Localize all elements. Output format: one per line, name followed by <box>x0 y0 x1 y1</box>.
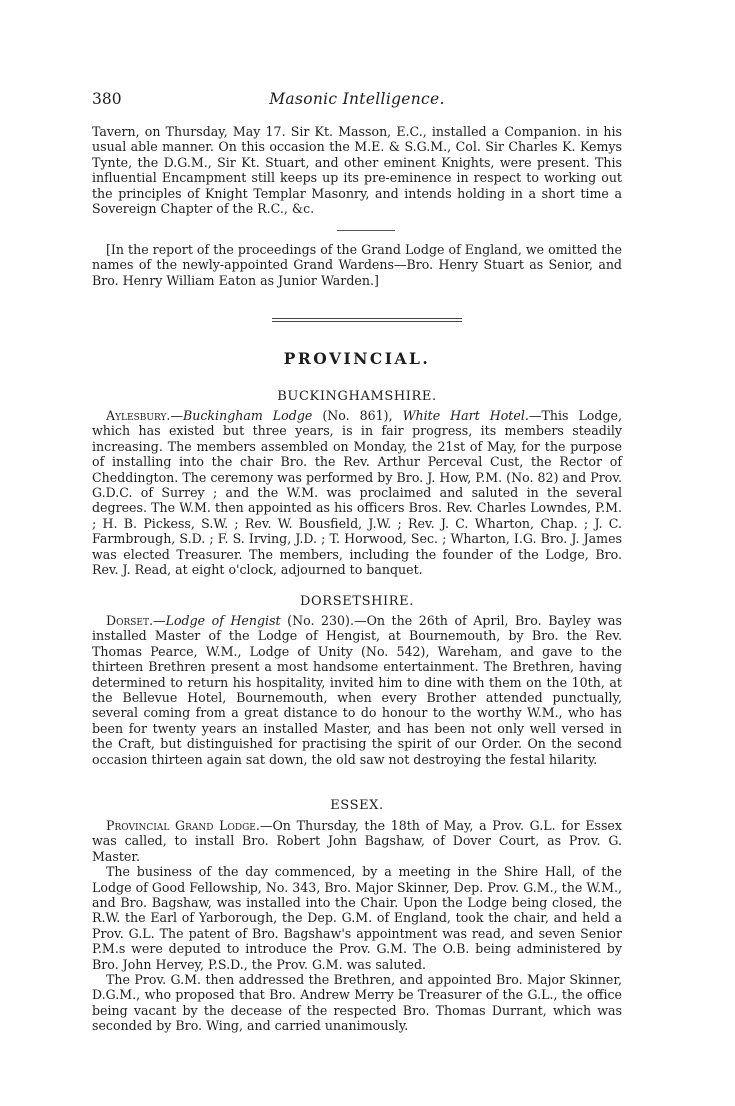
essex-heading: ESSEX. <box>330 798 384 813</box>
essex-block <box>92 818 622 1034</box>
dorsetshire-block <box>92 613 622 767</box>
essex-paragraph-2: The business of the day commenced, by a meeting in the Shire Hall, of the Lodge of Good Fellowship, No. 343, Bro. Major Skinner, Dep. Prov. G.M., the W.M., and Bro. Bagshaw, was installed into the Chair. Upon the Lodge being closed, the R.W. the Earl of Yarborough, the Dep. G.M. of England, took the chair, and held a Prov. G.L. The patent of Bro. Bagshaw's appointment was read, and seven Senior P.M.s were deputed to introduce the Prov. G.M. The O.B. being administered by Bro. John Hervey, P.S.D., the Prov. G.M. was saluted. <box>92 864 622 972</box>
buckinghamshire-heading: BUCKINGHAMSHIRE. <box>277 389 437 404</box>
essex-text-1: —On Thursday, the 18th of May, a Prov. G.L. for Essex was called, to install Bro. Robert John Bagshaw, of Dover Court, as Prov. G. Master. <box>92 818 622 864</box>
dorsetshire-paragraph: Dorset.—Lodge of Hengist (No. 230).—On the 26th of April, Bro. Bayley was installed Master of the Lodge of Hengist, at Bournemouth, by Bro. the Rev. Thomas Pearce, W.M., Lodge of Unity (No. 542), Wareham, and gave to the thirteen Brethren present a most handsome entertainment. The Brethren, having determined to return his hospitality, invited him to dine with them on the 10th, at the Bellevue Hotel, Bournemouth, when every Brother attended punctually, several coming from a great distance to do honour to the worthy W.M., who has been for twenty years an installed Master, and has been not only well versed in the Craft, but distinguished for practising the spirit of our Order. On the second occasion thirteen again sat down, the old saw not destroying the festal hilarity. <box>92 613 622 767</box>
place-lead: Dorset. <box>106 613 153 628</box>
lodge-name: Buckingham Lodge <box>183 408 313 423</box>
buckinghamshire-paragraph: Aylesbury.—Buckingham Lodge (No. 861), White Hart Hotel.—This Lodge, which has existed but three years, is in fair progress, its members steadily increasing. The members assembled on Monday, the 21st of May, for the purpose of installing into the chair Bro. the Rev. Arthur Perceval Cust, the Rector of Cheddington. The ceremony was performed by Bro. J. How, P.M. (No. 82) and Prov. G.D.C. of Surrey ; and the W.M. was proclaimed and saluted in the several degrees. The W.M. then appointed as his officers Bros. Rev. Charles Lowndes, P.M. ; H. B. Pickess, S.W. ; Rev. W. Bousfield, J.W. ; Rev. J. C. Wharton, Chap. ; J. C. Farmbrough, S.D. ; F. S. Irving, J.D. ; T. Horwood, Sec. ; Wharton, I.G. Bro. J. James was elected Treasurer. The members, including the founder of the Lodge, Bro. Rev. J. Read, at eight o'clock, adjourned to banquet. <box>92 408 622 578</box>
running-title: Masonic Intelligence. <box>269 90 445 108</box>
note-block <box>92 242 622 288</box>
hotel-name: White Hart Hotel. <box>402 408 529 423</box>
meeting-lead: Provincial Grand Lodge. <box>106 818 260 833</box>
dorsetshire-text: (No. 230).—On the 26th of April, Bro. Bayley was installed Master of the Lodge of Hengist, at Bournemouth, by Bro. the Rev. Thomas Pearce, W.M., Lodge of Unity (No. 542), Wareham, and gave to the thirteen Brethren present a most handsome entertainment. The Brethren, having determined to return his hospitality, invited him to dine with them on the 10th, at the Bellevue Hotel, Bournemouth, when every Brother attended punctually, several coming from a great distance to do honour to the worthy W.M., who has been for twenty years an installed Master, and has been not only well versed in the Craft, but distinguished for practising the spirit of our Order. On the second occasion thirteen again sat down, the old saw not destroying the festal hilarity. <box>92 613 622 767</box>
note-paragraph: [In the report of the proceedings of the Grand Lodge of England, we omitted the names of the newly-appointed Grand Wardens—Bro. Henry Stuart as Senior, and Bro. Henry William Eaton as Junior Warden.] <box>92 242 622 288</box>
dorsetshire-heading: DORSETSHIRE. <box>300 594 414 609</box>
section-divider <box>272 318 462 322</box>
provincial-heading: PROVINCIAL. <box>283 349 431 368</box>
intro-block <box>92 124 622 216</box>
buckinghamshire-text: —This Lodge, which has existed but three years, is in fair progress, its members steadily increasing. The members assembled on Monday, the 21st of May, for the purpose of installing into the chair Bro. the Rev. Arthur Perceval Cust, the Rector of Cheddington. The ceremony was performed by Bro. J. How, P.M. (No. 82) and Prov. G.D.C. of Surrey ; and the W.M. was proclaimed and saluted in the several degrees. The W.M. then appointed as his officers Bros. Rev. Charles Lowndes, P.M. ; H. B. Pickess, S.W. ; Rev. W. Bousfield, J.W. ; Rev. J. C. Wharton, Chap. ; J. C. Farmbrough, S.D. ; F. S. Irving, J.D. ; T. Horwood, Sec. ; Wharton, I.G. Bro. J. James was elected Treasurer. The members, including the founder of the Lodge, Bro. Rev. J. Read, at eight o'clock, adjourned to banquet. <box>92 408 622 578</box>
essex-paragraph-3: The Prov. G.M. then addressed the Brethren, and appointed Bro. Major Skinner, D.G.M., who proposed that Bro. Andrew Merry be Treasurer of the G.L., the office being vacant by the decease of the respected Bro. Thomas Durrant, which was seconded by Bro. Wing, and carried unanimously. <box>92 972 622 1034</box>
buckinghamshire-block <box>92 408 622 577</box>
short-divider <box>337 230 395 231</box>
running-header <box>92 90 622 114</box>
lodge-name: Lodge of Hengist <box>165 613 281 628</box>
lodge-number: (No. 861), <box>322 408 393 423</box>
intro-paragraph: Tavern, on Thursday, May 17. Sir Kt. Masson, E.C., installed a Companion. in his usual able manner. On this occasion the M.E. & S.G.M., Col. Sir Charles K. Kemys Tynte, the D.G.M., Sir Kt. Stuart, and other eminent Knights, were present. This influential Encampment still keeps up its pre-eminence in respect to working out the principles of Knight Templar Masonry, and intends holding in a short time a Sovereign Chapter of the R.C., &c. <box>92 124 622 217</box>
place-lead: Aylesbury. <box>106 408 171 423</box>
page-number: 380 <box>92 90 122 108</box>
essex-paragraph-1 <box>92 818 622 864</box>
